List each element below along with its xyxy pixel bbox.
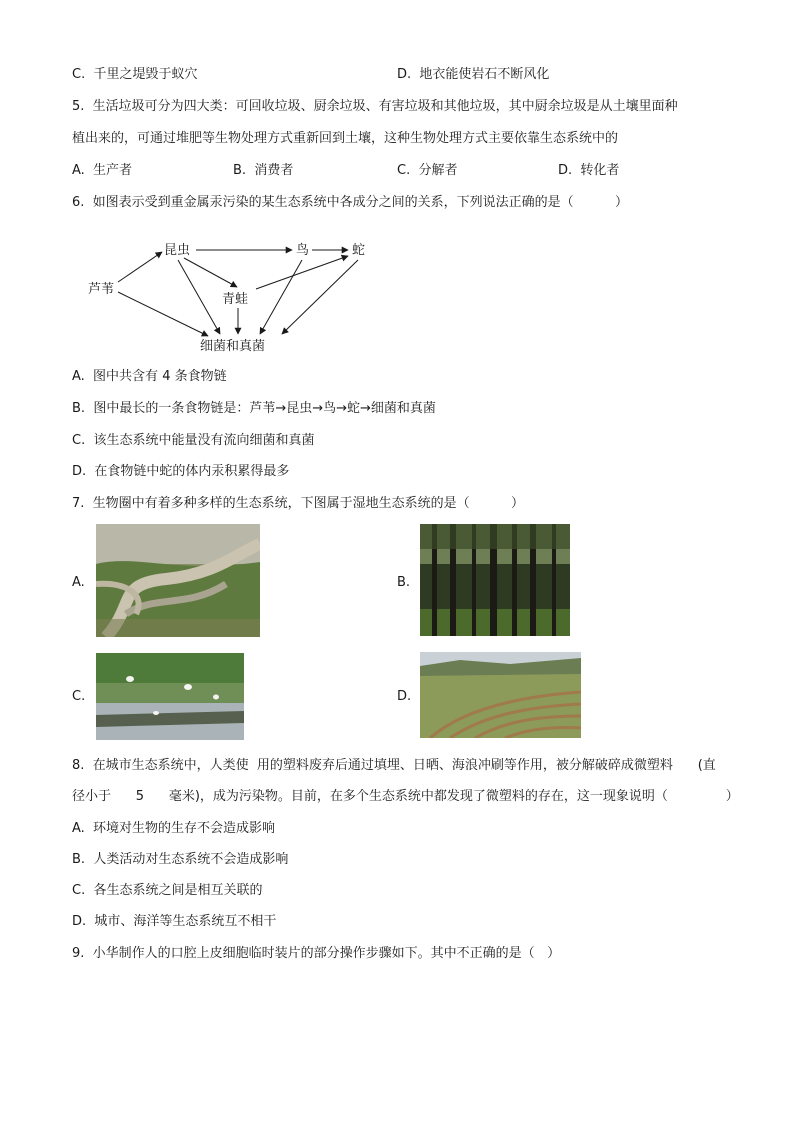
q6-option-d: D. 在食物链中蛇的体内汞积累得最多 <box>72 464 290 479</box>
node-frog: 青蛙 <box>222 292 249 307</box>
q4-option-d: D. 地衣能使岩石不断风化 <box>397 67 550 82</box>
q4-option-c: C. 千里之堤毁于蚁穴 <box>72 67 198 82</box>
wetland-river-photo <box>96 524 260 637</box>
q7-stem: 7. 生物圈中有着多种多样的生态系统，下图属于湿地生态系统的是（ ） <box>72 496 524 511</box>
q9-stem: 9. 小华制作人的口腔上皮细胞临时装片的部分操作步骤如下。其中不正确的是（ ） <box>72 946 561 961</box>
q8-option-c: C. 各生态系统之间是相互关联的 <box>72 883 263 898</box>
node-snake: 蛇 <box>352 243 366 258</box>
forest-photo <box>420 524 570 636</box>
arrow-reed-decomposer <box>118 292 208 336</box>
q6-option-b: B. 图中最长的一条食物链是：芦苇→昆虫→鸟→蛇→细菌和真菌 <box>72 401 436 416</box>
q5-stem-line2: 植出来的，可通过堆肥等生物处理方式重新回到土壤，这种生物处理方式主要依靠生态系统中的 <box>72 131 619 146</box>
q6-option-a: A. 图中共含有 4 条食物链 <box>72 369 227 384</box>
q7-option-a-label: A. <box>72 575 85 590</box>
q5-option-c: C. 分解者 <box>397 163 458 178</box>
q8-stem-line2: 径小于 5 毫米)，成为污染物。目前，在多个生态系统中都发现了微塑料的存在，这一现象说明（ ） <box>72 789 739 804</box>
q5-option-d: D. 转化者 <box>558 163 620 178</box>
farmland-terraces-photo <box>420 652 581 738</box>
q5-option-b: B. 消费者 <box>233 163 294 178</box>
q7-option-d-label: D. <box>397 689 412 704</box>
arrow-snake-decomposer <box>282 260 358 334</box>
q8-option-a: A. 环境对生物的生存不会造成影响 <box>72 821 276 836</box>
food-web-diagram <box>80 232 380 360</box>
q5-option-a: A. 生产者 <box>72 163 133 178</box>
q5-stem-line1: 5. 生活垃圾可分为四大类：可回收垃圾、厨余垃圾、有害垃圾和其他垃圾，其中厨余垃圾是从土壤里面种 <box>72 99 678 114</box>
node-decomposer: 细菌和真菌 <box>200 339 266 354</box>
q6-option-c: C. 该生态系统中能量没有流向细菌和真菌 <box>72 433 315 448</box>
q6-stem: 6. 如图表示受到重金属汞污染的某生态系统中各成分之间的关系，下列说法正确的是（ ） <box>72 195 628 210</box>
q8-option-b: B. 人类活动对生态系统不会造成影响 <box>72 852 289 867</box>
arrow-bird-decomposer <box>260 260 302 334</box>
node-reed: 芦苇 <box>88 282 115 297</box>
egrets-water-photo <box>96 653 244 740</box>
q8-option-d: D. 城市、海洋等生态系统互不相干 <box>72 914 277 929</box>
q8-stem-line1: 8. 在城市生态系统中，人类使 用的塑料废弃后通过填埋、日晒、海浪冲刷等作用，被分解破碎成微塑料 (直 <box>72 758 716 773</box>
arrow-insect-decomposer <box>178 260 220 334</box>
node-insect: 昆虫 <box>164 243 191 258</box>
q7-option-b-label: B. <box>397 575 411 590</box>
q7-option-c-label: C. <box>72 689 86 704</box>
arrow-reed-insect <box>118 252 162 282</box>
arrow-insect-frog <box>184 258 237 287</box>
node-bird: 鸟 <box>296 243 310 258</box>
